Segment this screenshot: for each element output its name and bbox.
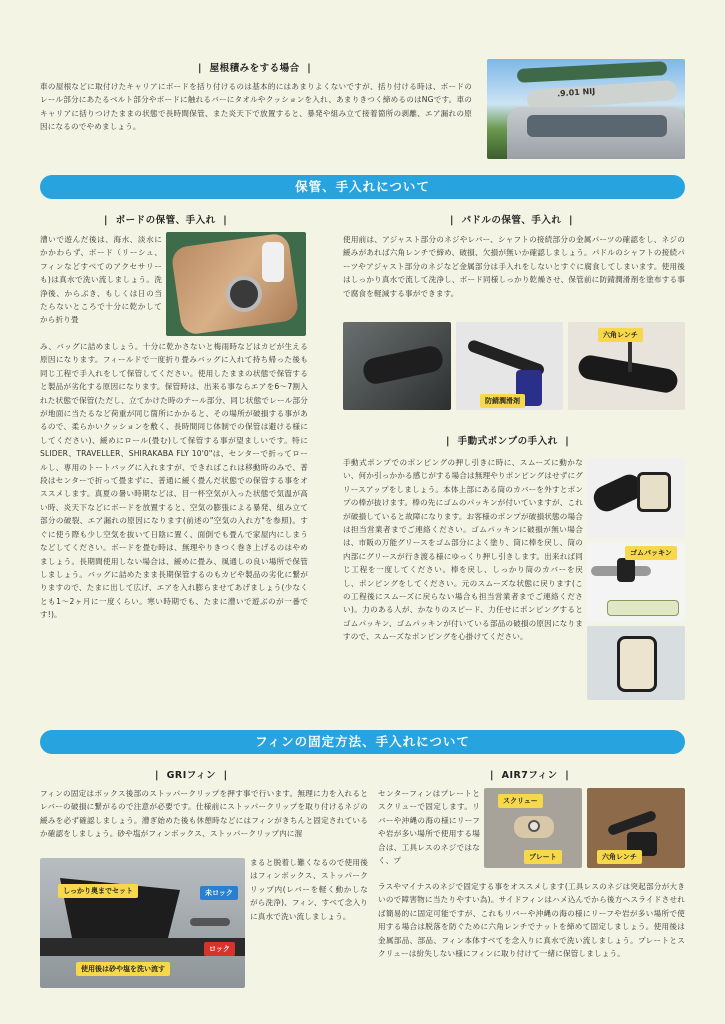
air7-fin-body-part1: センターフィンはプレートとスクリューで固定します。リバーや沖縄の海の様にリーフや岩が多い場所で使用する場合は、工具レスのネジではなく、プ (378, 789, 480, 866)
gri-fin-body-part1: フィンの固定はボックス後部のストッパークリップを押す事で行います。無理に力を入れるとレバーの破損に繋がるので注意が必要です。仕様前にストッパークリップを取り付けるネジの緩みを必ず確認しましょう。漕ぎ始めた後も休憩時などにはフィンがきちんと固定されているか確認をしましょう。砂や塩がフィンボックス、ストッパークリップ内に溜 (40, 789, 368, 839)
air7-fin-heading: | AIR7フィン | (490, 770, 570, 781)
pump-care-heading: | 手動式ポンプの手入れ | (446, 436, 570, 447)
board-wash-photo (166, 232, 306, 336)
plate-label: プレート (524, 850, 562, 864)
pump-photo-2 (587, 542, 685, 622)
pump-photo-1 (587, 458, 685, 538)
board-care-body: み、バッグに詰めましょう。十分に乾かさないと梅雨時などはカビが生える原因になります。フィールドで一度折り畳みバッグに入れて持ち帰った後も同じ工程で手入れをして保管してください。使用したままの状態で保管すると製品が劣化する原因になります。保管時は、出来る事ならエアを6〜7割入れた状態で保管(ただし、立てかけた時のテール部分、同じ状態でレール部分が地面に当たるなど荷重が同じ箇所にかかると、その場所が破損する事があるので、柔らかいクッションを敷く、長時間同じ体制での保管は避ける様にしてください)、緩めにロール(畳む)して保管する事が望ましいです。特にSLIDER、TRAVELLER、SHIRAKABA FLY 10'0"は、センターで折ってロールし、専用のトートバッグに入れますが、できればこれは移動時のみで、普段はセンターで折って畳まずに、普通に緩く畳んだ状態での保管する事をオススメします。真夏の暑い時期などは、目一杯空気が入った状態で気温が高い時、炎天下などにボードを放置すると、空気の膨張による暴発、組み立て部分の破裂、エア漏れの原因になります(前述の"空気の入れ方"を参照)。すぐに使う際も少し空気を抜いて日陰に置く、面倒でも畳んで家屋内にしまうなどしてください。ボードを畳む時は、無理やりきつく巻き上げるのはやめましょう。長期間使用しない場合は、緩めに畳み、風通しの良い場所で保管しましょう。バッグに詰めたまま長期保管するのもカビや製品の劣化に繋がりますので、たまに出して広げ、エアを入れ膨らませてあげましょう(少なくとも1〜2ヶ月に一度くらい。寒い時期でも、たまに漕いで遊ぶのが一番です!)。 (40, 342, 308, 620)
pump-photo-3 (587, 626, 685, 700)
air7-screw-photo (484, 788, 582, 868)
gri-fin-heading: | GRIフィン | (155, 770, 228, 781)
wash-after-use-label: 使用後は砂や塩を洗い流す (76, 962, 170, 976)
paddle-care-body: 使用前は、アジャスト部分のネジやレバー、シャフトの接続部分の金属パーツの確認をし、ネジの緩みがあれば六角レンチで締め、破損、欠損が無いか確認しましょう。パドルのシャフトの接続パーツやアジャスト部分のネジなど金属部分は手入れをしないとすぐに腐食してしまいます。使用後はしっかり真水で流して洗浄し、ボード同様しっかり乾燥させ、保管前に防錆潤滑剤を塗布する事で腐食を軽減する事ができます。 (343, 235, 685, 298)
paddle-care-heading: | パドルの保管、手入れ | (450, 215, 573, 226)
hex-wrench-label: 六角レンチ (598, 328, 643, 342)
roof-body: 車の屋根などに取付けたキャリアにボードを括り付けるのは基本的にはあまりよくないですが、括り付ける時は、ボードのレール部分にあたるベルト部分やボードに触れるバーにタオルやクッションを入れ、あまりきつく締めるのはNGです。車のキャリアに括りつけたままの状態で長時間保管、また炎天下で放置すると、暴発や組み立て接着箇所の剥離、エア漏れの原因になるのでやめましょう。 (40, 82, 472, 132)
paddle-wash-photo (343, 322, 451, 410)
fin-banner: フィンの固定方法、手入れについて (40, 730, 685, 754)
set-fully-label: しっかり奥までセット (58, 884, 138, 898)
roof-photo-board-text: .9.01 NIJ (556, 86, 596, 99)
air7-hex-label: 六角レンチ (597, 850, 642, 864)
roof-heading: | 屋根積みをする場合 | (198, 63, 312, 74)
air7-hex-photo (587, 788, 685, 868)
pump-care-body: 手動式ポンプでのポンピングの押し引きに時に、スムーズに動かない、何か引っかかる感じがする場合は無理やりポンピングはせずにグリースアップをしましょう。本体上部にある筒のカバーを外すとポンプの棒が抜けます。棒の先にゴムのパッキンが付いていますが、これが破損していると故障になります。お客様のポンプが破損状態の場合は担当営業者までご連絡ください。ゴムパッキンに破損が無い場合は、市販の万能グリースをゴム部分によく塗り、筒に棒を戻し、筒の内部にグリースが行き渡る様にゆっくり押し引きします。出来れば同じ工程を一度してください。棒を戻し、しっかり筒のカバーを戻し、ポンピングをしてください。元のスムーズな状態に戻ります(この工程後にスムーズに戻らない場合も担当営業者までご連絡ください)。力のある人が、かなりのスピード、力任せにポンピングするとゴムパッキン、ゴムパッキンが付いている部品の破損の原因になりますので、スムーズなポンピングを心掛けてください。 (343, 458, 583, 642)
unlock-label: 未ロック (200, 886, 238, 900)
paddle-lube-photo (456, 322, 563, 410)
paddle-hex-photo (568, 322, 685, 410)
screw-label: スクリュー (498, 794, 543, 808)
storage-banner: 保管、手入れについて (40, 175, 685, 199)
air7-fin-body: ラスやマイナスのネジで固定する事をオススメします(工具レスのネジは突起部分が大きいので障害物に当たりやすい為)。サイドフィンはハメ込んでから後方へスライドさせれば簡易的に固定可能ですが、これもリバーや沖縄の海の様にリーフや岩が多い場所で使用する場合は脱落を防ぐために六角レンチでナットを締めて固定しましょう。使用後は金属部品、部品、フィン本体すべてを念入りに真水で洗い流しましょう。プレートとスクリューは紛失しない様にフィンに取り付けて一緒に保管しましょう。 (378, 882, 685, 959)
board-care-body-part1: 漕いで遊んだ後は、海水、淡水にかかわらず、ボード（リーシュ、フィンなどすべてのアクセサリー も)は真水で洗い流しましょう。洗浄後、からぶき、もしくは日の当たらないところで十分に乾かしてから折り畳 (40, 235, 162, 325)
gri-fin-photo (40, 858, 245, 988)
board-care-heading: | ボードの保管、手入れ | (104, 215, 228, 226)
roof-photo (487, 59, 685, 159)
gri-fin-body: まると脱着し難くなるので使用後はフィンボックス、ストッパークリップ内(レバーを軽く動かしながら洗浄)、フィン、すべて念入りに真水で洗い流しましょう。 (250, 858, 368, 921)
lock-label: ロック (204, 942, 235, 956)
gasket-label: ゴムパッキン (625, 546, 677, 560)
lube-label: 防錆潤滑剤 (480, 394, 525, 408)
